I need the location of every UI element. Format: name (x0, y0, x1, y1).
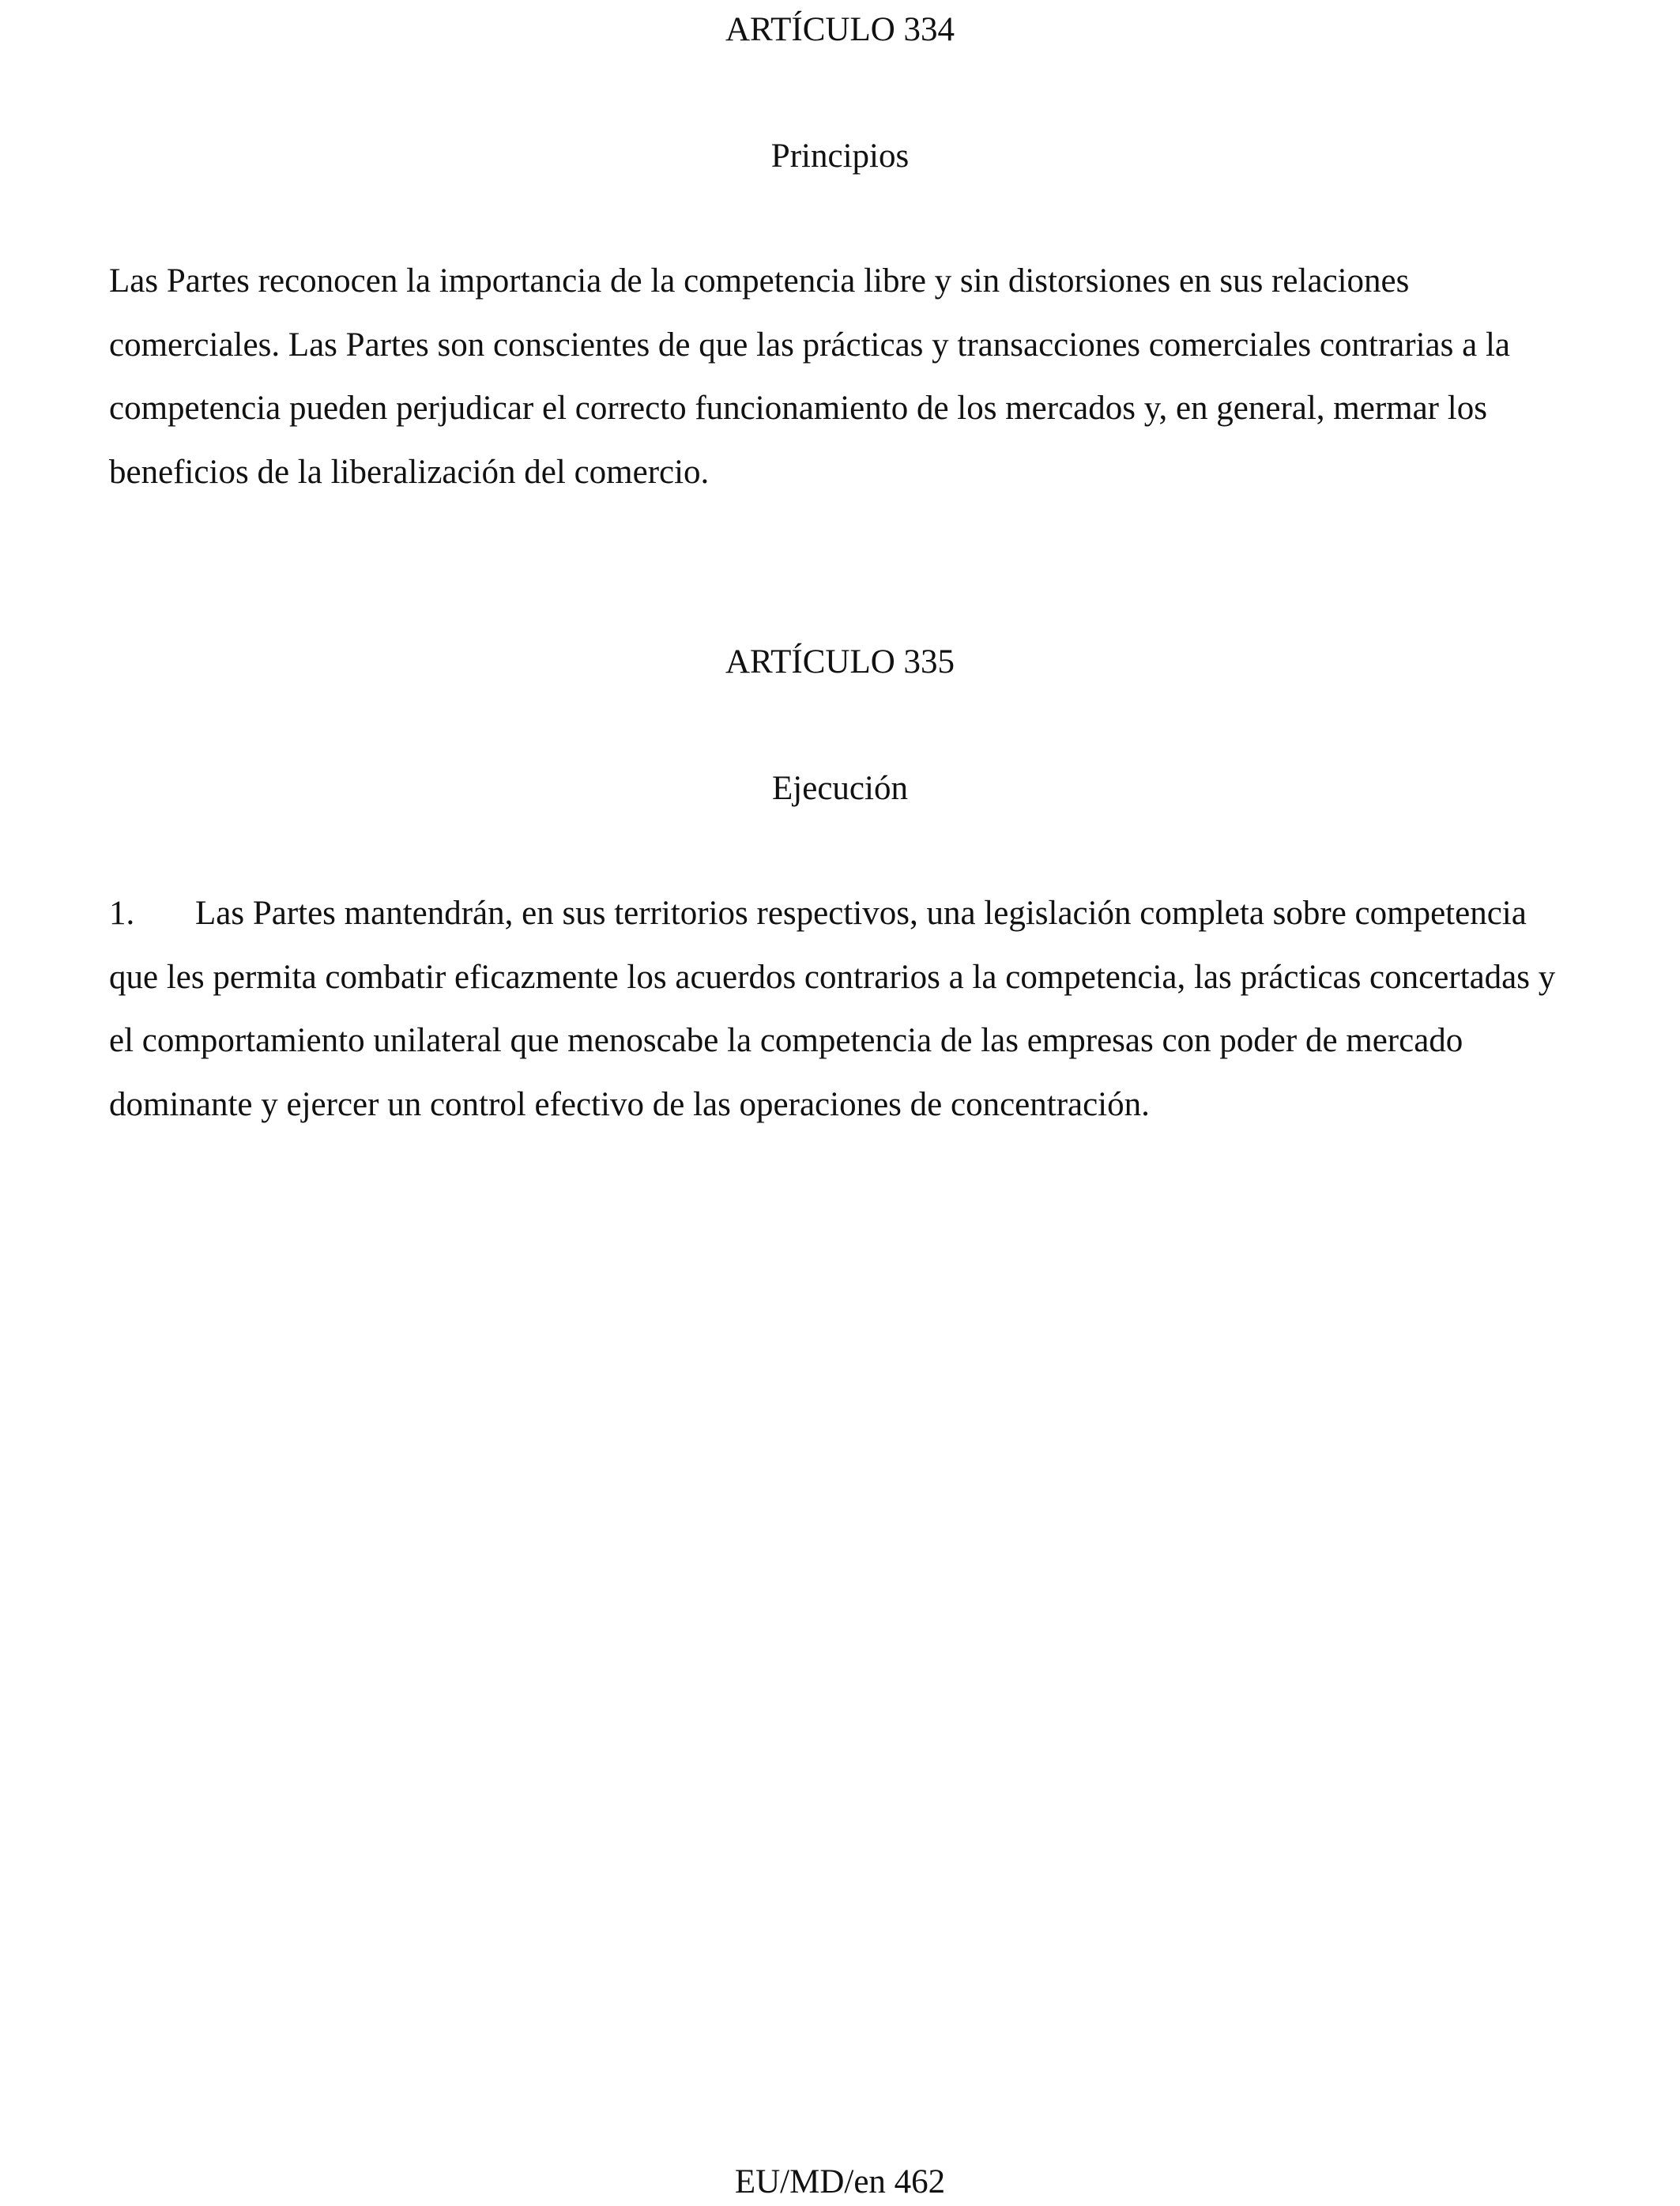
page-footer: EU/MD/en 462 (734, 2163, 946, 2200)
article-335-item-1 (109, 882, 1579, 1137)
article-335-title: Ejecución (772, 770, 908, 807)
item-text: Las Partes mantendrán, en sus territorios respectivos, una legislación completa sobre competencia que les permita combatir eficazmente los acuerdos contrarios a la competencia, las prácticas concertadas y el comportamiento unilateral que menoscabe la competencia de las empresas con poder de mercado dominante y ejercer un control efectivo de las operaciones de concentración. (109, 895, 1556, 1123)
item-number: 1. (109, 895, 135, 932)
article-335-heading: ARTÍCULO 335 (725, 643, 955, 681)
article-334-title: Principios (770, 138, 910, 175)
article-334-heading: ARTÍCULO 334 (725, 11, 955, 48)
article-334-paragraph: Las Partes reconocen la importancia de la competencia libre y sin distorsiones en sus relaciones comerciales. Las Partes son conscientes de que las prácticas y transacciones comerciales contrarias a la competencia pueden perjudicar el correcto funcionamiento de los mercados y, en general, mermar los beneficios de la liberalización del comercio. (109, 262, 1510, 491)
